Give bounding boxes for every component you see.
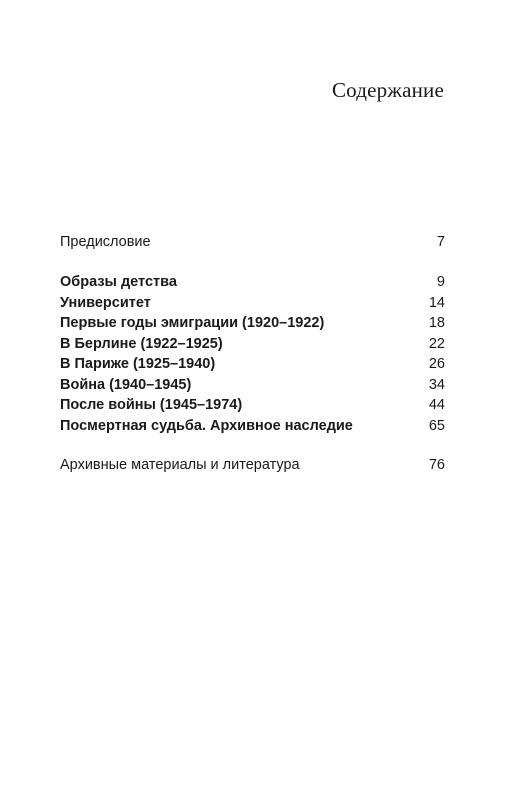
toc-entry-label: Война (1940–1945) [60,376,192,393]
toc-entry-chapter[interactable] [60,293,445,314]
toc-entry-chapter[interactable] [60,272,445,293]
toc-entry-page: 18 [428,315,445,331]
toc-entry-chapter[interactable] [60,354,445,375]
toc-entry-page: 7 [436,234,445,250]
toc-entry-label: Архивные материалы и литература [60,457,300,473]
toc-entry-chapter[interactable] [60,313,445,334]
toc-entry-page: 34 [428,376,445,393]
toc-entry-chapter[interactable] [60,395,445,416]
toc-entry-page: 9 [436,274,445,290]
toc-entry-label: В Берлине (1922–1925) [60,335,223,352]
toc-entry-label: Образы детства [60,274,177,290]
toc-entry-label: Предисловие [60,234,151,250]
toc-entry-page: 76 [428,457,445,473]
toc-entry-preface[interactable] [60,232,445,253]
toc-entry-page: 44 [428,397,445,413]
toc-entry-page: 65 [428,417,445,434]
toc-preface-section [60,232,445,253]
toc-chapters-section [60,272,445,436]
toc-entry-chapter[interactable] [60,375,445,396]
toc-entry-chapter[interactable] [60,416,445,437]
toc-appendix-section [60,455,445,476]
toc-entry-page: 26 [428,356,445,372]
toc-entry-label: Первые годы эмиграции (1920–1922) [60,315,325,331]
toc-entry-label: После войны (1945–1974) [60,397,243,413]
toc-entry-page: 14 [428,294,445,311]
toc-entry-page: 22 [428,335,445,352]
toc-entry-appendix[interactable] [60,455,445,476]
toc-entry-chapter[interactable] [60,334,445,355]
page-title: Содержание [331,78,444,102]
toc-entry-label: Посмертная судьба. Архивное наследие [60,417,353,434]
toc-entry-label: В Париже (1925–1940) [60,356,216,372]
toc-entry-label: Университет [60,294,151,311]
